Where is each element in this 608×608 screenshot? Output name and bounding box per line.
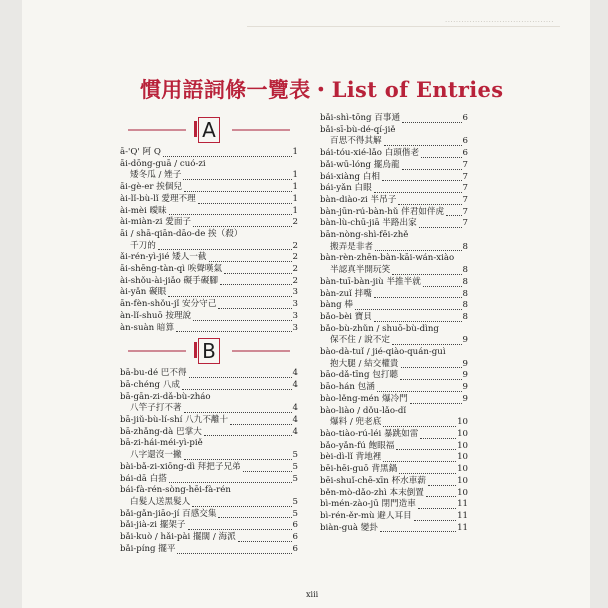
entry-page-number: 2 [292, 275, 298, 286]
index-entry [120, 474, 298, 486]
entry-page-number: 9 [462, 358, 468, 369]
dot-leader [169, 214, 292, 215]
entry-page-number: 4 [292, 426, 298, 437]
entry-text: àn-suàn 暗算 [120, 322, 175, 333]
index-entry [120, 415, 298, 427]
entry-text: bēi-shuǐ-chē-xīn 杯水車薪 [320, 475, 426, 486]
entry-continuation [120, 170, 298, 182]
entry-text: bàn-diào-zi 半吊子 [320, 194, 397, 205]
entry-text: ǎi-rén-yì-jié 矮人一截 [120, 252, 207, 263]
index-entry [320, 277, 468, 289]
entry-page-number: 6 [292, 543, 298, 554]
dot-leader [399, 473, 456, 474]
entry-text: běn-mò-dǎo-zhì 本末倒置 [320, 487, 424, 498]
section-letter: A [202, 118, 216, 142]
entry-page-number: 10 [457, 440, 468, 451]
entry-text: bái-xiàng 白相 [320, 171, 380, 182]
dot-leader [163, 156, 292, 157]
dot-leader [402, 169, 462, 170]
entry-text: bēi-hēi-guō 背黑鍋 [320, 464, 398, 475]
entry-page-number: 1 [292, 182, 298, 193]
entry-page-number: 7 [462, 206, 468, 217]
page-number: xiii [306, 590, 319, 599]
index-entry [320, 230, 468, 242]
entry-continuation [120, 403, 298, 415]
entry-text: bàn-tuī-bàn-jiù 半推半就 [320, 276, 421, 287]
index-entry [120, 323, 298, 335]
letter-box [198, 117, 220, 143]
entry-text: 八字還沒一撇 [130, 450, 182, 461]
index-entry [120, 380, 298, 392]
entry-page-number: 11 [457, 510, 468, 521]
index-entry [320, 394, 468, 406]
entry-text: bào-dà-tuǐ / jié-qiào-quán-guì [320, 347, 446, 358]
index-entry [320, 289, 468, 301]
entry-page-number: 9 [462, 335, 468, 346]
entry-text: bǎi-shì-tōng 百事通 [320, 113, 401, 123]
entry-continuation [320, 242, 468, 254]
entry-text: 保不住 / 說不定 [330, 335, 390, 346]
entry-page-number: 10 [457, 452, 468, 463]
index-entry [120, 217, 298, 229]
entry-page-number: 4 [292, 368, 298, 379]
entry-page-number: 2 [292, 217, 298, 228]
right-column [320, 113, 468, 534]
entry-text: 百思不得其解 [330, 136, 382, 147]
dot-leader [410, 403, 462, 404]
entry-page-number: 8 [462, 311, 468, 322]
dot-leader [193, 226, 292, 227]
dot-leader [375, 250, 462, 251]
entry-page-number: 2 [292, 252, 298, 263]
entry-page-number: 8 [462, 300, 468, 311]
dot-leader [382, 180, 462, 181]
index-entry [320, 207, 468, 219]
dot-leader [230, 424, 291, 425]
entry-page-number: 10 [457, 417, 468, 428]
index-entry [120, 252, 298, 264]
index-entry [120, 368, 298, 380]
entry-text: bào-tiào-rú-léi 暴跳如雷 [320, 428, 419, 439]
entry-text: bǎi-gǎn-jiāo-jí 百感交集 [120, 508, 217, 519]
entry-page-number: 10 [457, 475, 468, 486]
index-entry [120, 194, 298, 206]
dot-leader [374, 297, 462, 298]
index-entry [120, 264, 298, 276]
entry-text: bā-zhǎng-dà 巴掌大 [120, 426, 202, 437]
entry-text: bǎi-píng 擺平 [120, 543, 176, 554]
dot-leader [238, 541, 292, 542]
dot-leader [218, 517, 291, 518]
index-entry [120, 206, 298, 218]
entry-text: bào-liào / dǒu-lǎo-dǐ [320, 405, 407, 416]
dot-leader [423, 286, 462, 287]
entry-text: bǎi-wū-lóng 擺烏龍 [320, 159, 400, 170]
book-page [22, 0, 590, 608]
entry-page-number: 6 [462, 148, 468, 159]
entry-text: āi / shā-qiān-dāo-de 挨（殺） [120, 228, 243, 239]
index-entry [120, 509, 298, 521]
entry-text: bǎi-jià-zi 擺架子 [120, 520, 186, 531]
index-entry [120, 427, 298, 439]
entry-text: ài-mèi 曖昧 [120, 205, 167, 216]
entry-page-number: 8 [462, 265, 468, 276]
entry-text: bàn-zuǐ 拌嘴 [320, 288, 372, 299]
dot-leader [189, 377, 292, 378]
entry-text: bǎo-bèi 寶貝 [320, 311, 372, 322]
section-rule [232, 129, 290, 131]
entry-text: bái-dā 白搭 [120, 473, 167, 484]
dot-leader [158, 249, 292, 250]
section-header-a [120, 113, 298, 147]
dot-leader [377, 391, 462, 392]
entry-page-number: 5 [292, 450, 298, 461]
index-entry [320, 347, 468, 359]
entry-continuation [320, 265, 468, 277]
entry-page-number: 3 [292, 287, 298, 298]
entry-page-number: 5 [292, 461, 298, 472]
entry-page-number: 6 [292, 520, 298, 531]
entry-page-number: 11 [457, 499, 468, 510]
entry-continuation [320, 417, 468, 429]
index-entry [320, 113, 468, 125]
dot-leader [192, 506, 291, 507]
index-entry [320, 499, 468, 511]
dot-leader [392, 274, 461, 275]
dot-leader [374, 192, 462, 193]
index-entry [320, 488, 468, 500]
entry-page-number: 10 [457, 487, 468, 498]
entry-text: 抱大腿 / 結交權貴 [330, 358, 399, 369]
index-entry [320, 370, 468, 382]
entry-page-number: 10 [457, 464, 468, 475]
entry-page-number: 4 [292, 415, 298, 426]
entry-text: bǎo-bù-zhǔn / shuō-bù-dìng [320, 323, 439, 334]
entry-text: bái-fà-rén-sòng-hēi-fà-rén [120, 485, 231, 496]
index-entry [320, 195, 468, 207]
index-entry [120, 287, 298, 299]
entry-text: ài-yǎn 礙眼 [120, 287, 167, 298]
entry-continuation [120, 497, 298, 509]
entry-text: ài-lǐ-bù-lǐ 愛理不理 [120, 193, 196, 204]
entry-continuation [320, 359, 468, 371]
dot-leader [220, 284, 292, 285]
entry-text: bài-bǎ-zi-xiōng-dì 拜把子兄弟 [120, 461, 241, 472]
index-entry [320, 452, 468, 464]
entry-page-number: 1 [292, 193, 298, 204]
entry-text: 白髮人送黑髮人 [130, 496, 191, 507]
entry-text: bā-zi-hái-méi-yì-piě [120, 438, 203, 449]
entry-text: àn-lǐ-shuō 按理說 [120, 310, 192, 321]
dot-leader [209, 261, 292, 262]
index-entry [120, 462, 298, 474]
entry-text: 搬弄是非者 [330, 241, 373, 252]
index-entry [120, 544, 298, 556]
index-entry [320, 382, 468, 394]
entry-page-number: 6 [462, 113, 468, 123]
entry-text: āi-dōng-guā / cuó-zi [120, 158, 206, 169]
dot-leader [401, 367, 462, 368]
entry-text: bàn-rèn-zhēn-bàn-kāi-wán-xiào [320, 253, 455, 264]
entry-continuation [120, 241, 298, 253]
entry-page-number: 7 [462, 171, 468, 182]
index-entry [120, 311, 298, 323]
entry-text: bān-nòng-shì-fēi-zhě [320, 230, 409, 241]
dot-leader [414, 520, 456, 521]
dot-leader [400, 379, 462, 380]
entry-text: bàn-lù-chū-jiā 半路出家 [320, 218, 417, 229]
dot-leader [380, 531, 456, 532]
dot-leader [446, 215, 461, 216]
index-entry [120, 276, 298, 288]
entry-page-number: 5 [292, 496, 298, 507]
dot-leader [383, 461, 456, 462]
index-entry [320, 148, 468, 160]
dot-leader [421, 157, 461, 158]
entry-continuation [320, 335, 468, 347]
dot-leader [419, 227, 462, 228]
section-header-b [120, 334, 298, 368]
dot-leader [193, 320, 291, 321]
index-entry [120, 159, 298, 171]
dot-leader [383, 426, 456, 427]
entry-page-number: 8 [462, 288, 468, 299]
entry-page-number: 6 [462, 136, 468, 147]
index-entry [320, 125, 468, 137]
dot-leader [392, 344, 462, 345]
dot-leader [184, 412, 292, 413]
index-entry [320, 312, 468, 324]
dot-leader [183, 179, 291, 180]
entry-page-number: 1 [292, 170, 298, 181]
header-rule [247, 26, 560, 27]
index-entry [320, 218, 468, 230]
entry-page-number: 3 [292, 322, 298, 333]
entry-text: āi-shēng-tàn-qì 唉聲嘆氣 [120, 264, 223, 275]
dot-leader [177, 553, 291, 554]
entry-text: 八竿子打不著 [130, 403, 182, 414]
dot-leader [402, 122, 461, 123]
dot-leader [384, 145, 462, 146]
entry-page-number: 1 [292, 147, 298, 157]
entry-text: bǎi-kuò / hǎi-pài 擺闊 / 海派 [120, 532, 236, 543]
entry-page-number: 7 [462, 183, 468, 194]
index-entry [120, 229, 298, 241]
entry-text: bàng 棒 [320, 300, 353, 311]
section-rule [128, 350, 186, 352]
entry-continuation [320, 136, 468, 148]
entry-page-number: 7 [462, 218, 468, 229]
dot-leader [420, 438, 456, 439]
entry-text: bǎo-yǎn-fú 飽眼福 [320, 440, 395, 451]
index-entry [320, 183, 468, 195]
entry-page-number: 2 [292, 240, 298, 251]
entry-page-number: 6 [292, 532, 298, 543]
entry-page-number: 9 [462, 393, 468, 404]
entry-text: 千刀的 [130, 240, 156, 251]
entry-text: bāo-dǎ-tīng 包打聽 [320, 370, 398, 381]
dot-leader [428, 485, 456, 486]
index-entry [320, 511, 468, 523]
entry-text: bǎi-sī-bù-dé-qí-jiě [320, 124, 396, 135]
entry-page-number: 1 [292, 205, 298, 216]
entry-page-number: 2 [292, 264, 298, 275]
letter-box [198, 338, 220, 364]
index-entry [120, 182, 298, 194]
entry-text: bā-gān-zi-dǎ-bù-zháo [120, 391, 211, 402]
entry-text: bàn-jūn-rú-bàn-hǔ 伴君如伴虎 [320, 206, 445, 217]
index-entry [120, 438, 298, 450]
index-entry [320, 523, 468, 535]
entry-text: 半認真半開玩笑 [330, 265, 391, 276]
entry-text: bái-tóu-xié-lǎo 白頭偕老 [320, 148, 420, 159]
index-entry [320, 160, 468, 172]
entry-text: bā-bu-dé 巴不得 [120, 368, 187, 379]
entry-text: biàn-guà 變卦 [320, 522, 378, 533]
entry-page-number: 4 [292, 403, 298, 414]
entry-page-number: 4 [292, 379, 298, 390]
index-entry [120, 299, 298, 311]
index-entry [320, 406, 468, 418]
entry-text: āi-gè-er 挨個兒 [120, 182, 182, 193]
index-entry [320, 476, 468, 488]
index-entry [120, 520, 298, 532]
dot-leader [204, 435, 292, 436]
entry-text: ài-miàn-zi 愛面子 [120, 217, 192, 228]
running-header: ........................................ [444, 16, 554, 24]
index-entry [120, 485, 298, 497]
page-title: 慣用語詞條一覽表・List of Entries [140, 77, 504, 102]
index-entry [320, 300, 468, 312]
dot-leader [168, 296, 291, 297]
dot-leader [176, 331, 291, 332]
entry-continuation [120, 450, 298, 462]
index-entry [320, 464, 468, 476]
entry-text: bāo-hán 包涵 [320, 382, 375, 393]
entry-page-number: 8 [462, 276, 468, 287]
dot-leader [184, 459, 292, 460]
dot-leader [398, 204, 461, 205]
dot-leader [188, 529, 292, 530]
entry-page-number: 5 [292, 473, 298, 484]
entry-page-number: 5 [292, 508, 298, 519]
entry-text: 矮冬瓜 / 矬子 [130, 170, 182, 181]
entry-text: bào-lěng-mén 爆冷門 [320, 393, 408, 404]
entry-page-number: 8 [462, 241, 468, 252]
entry-text: bèi-dì-lǐ 背地裡 [320, 452, 382, 463]
index-entry [320, 429, 468, 441]
entry-page-number: 7 [462, 159, 468, 170]
section-rule [128, 129, 186, 131]
dot-leader [374, 321, 462, 322]
entry-page-number: 7 [462, 194, 468, 205]
dot-leader [224, 273, 291, 274]
index-entry [320, 324, 468, 336]
section-rule [232, 350, 290, 352]
index-entry [120, 532, 298, 544]
entry-page-number: 9 [462, 382, 468, 393]
left-column [120, 113, 298, 556]
entry-page-number: 9 [462, 370, 468, 381]
dot-leader [198, 203, 292, 204]
entry-text: bái-yǎn 白眼 [320, 183, 372, 194]
dot-leader [184, 191, 292, 192]
entry-text: bì-rén-ěr-mù 避人耳目 [320, 510, 412, 521]
entry-text: 爆料 / 兜老底 [330, 417, 382, 428]
dot-leader [182, 389, 292, 390]
index-entry [120, 147, 298, 159]
dot-leader [169, 482, 292, 483]
dot-leader [218, 308, 291, 309]
index-entry [120, 392, 298, 404]
dot-leader [355, 309, 462, 310]
dot-leader [418, 508, 456, 509]
dot-leader [426, 496, 456, 497]
index-entry [320, 172, 468, 184]
entry-text: bì-mén-zào-jū 閉門造車 [320, 499, 416, 510]
entry-page-number: 3 [292, 310, 298, 321]
entry-page-number: 10 [457, 428, 468, 439]
entry-text: ān-fèn-shǒu-jǐ 安分守己 [120, 299, 217, 310]
section-letter: B [202, 339, 216, 364]
dot-leader [396, 449, 456, 450]
entry-text: bā-chéng 八成 [120, 379, 180, 390]
entry-text: ài-shǒu-ài-jiǎo 礙手礙腳 [120, 275, 218, 286]
index-entry [320, 253, 468, 265]
entry-text: bā-jiǔ-bù-lí-shí 八九不離十 [120, 415, 229, 426]
dot-leader [243, 471, 292, 472]
entry-page-number: 3 [292, 299, 298, 310]
index-entry [320, 441, 468, 453]
entry-page-number: 11 [457, 522, 468, 533]
entry-text: ā-'Q' 阿 Q [120, 147, 161, 157]
